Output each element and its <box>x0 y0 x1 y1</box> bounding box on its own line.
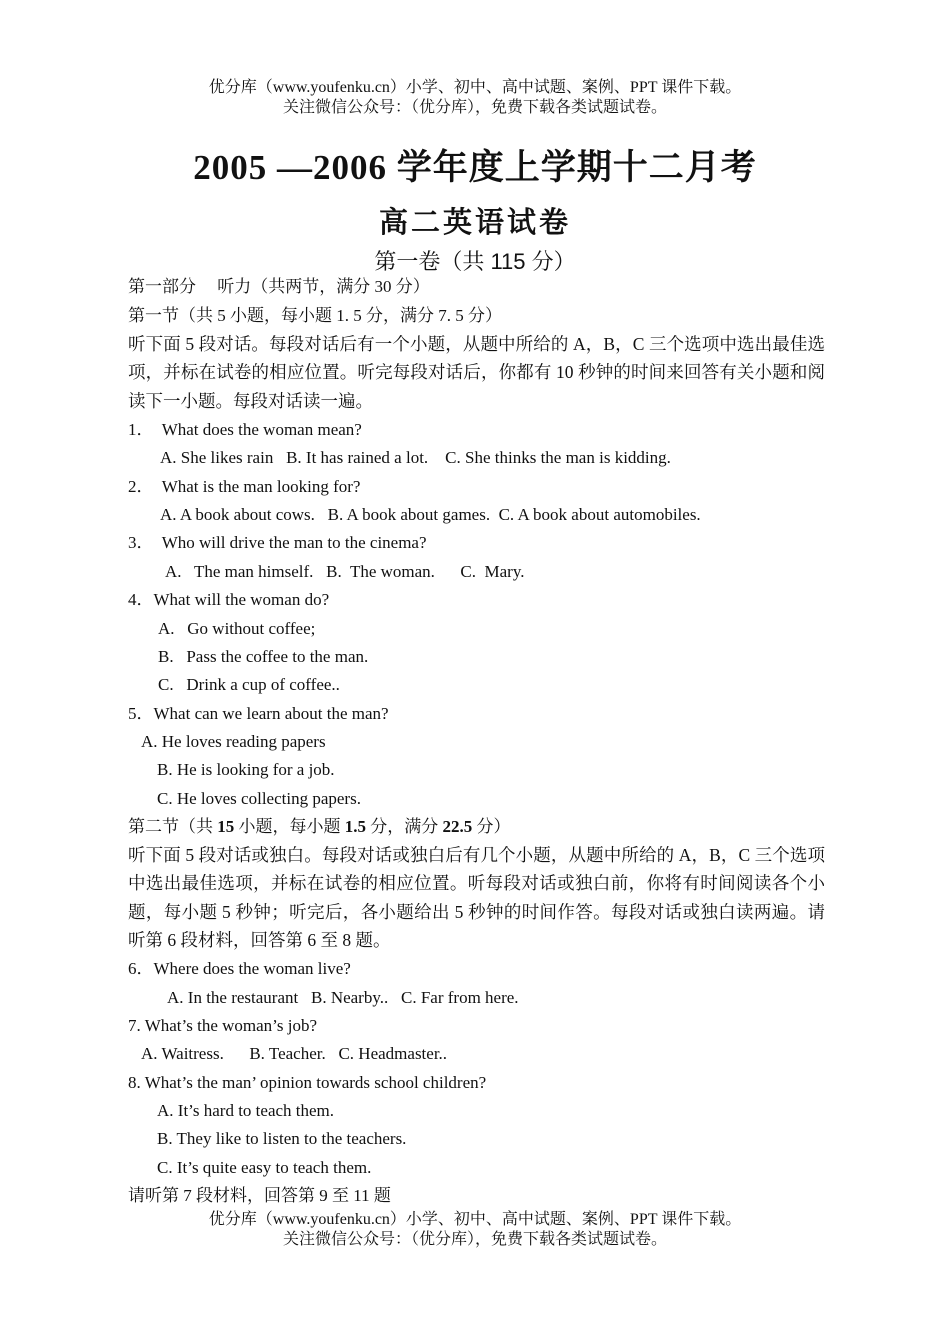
volume-heading: 第一卷（共 115 分） <box>374 249 576 274</box>
section1-heading: 第一节（共 5 小题，每小题 1. 5 分，满分 7. 5 分） <box>128 306 502 325</box>
question-4: 4．What will the woman do? <box>128 590 330 609</box>
question-4-option-b: B. Pass the coffee to the man. <box>158 647 369 666</box>
question-8: 8. What’s the man’ opinion towards school children? <box>128 1073 487 1092</box>
question-3: 3． Who will drive the man to the cinema? <box>128 533 427 552</box>
question-3-options: A. The man himself. B. The woman. C. Mary. <box>165 562 525 581</box>
question-1: 1． What does the woman mean? <box>128 420 362 439</box>
part1-heading: 第一部分 听力（共两节，满分 30 分） <box>128 277 430 296</box>
question-8-option-c: C. It’s quite easy to teach them. <box>157 1158 372 1177</box>
question-5-option-b: B. He is looking for a job. <box>157 760 335 779</box>
question-6: 6．Where does the woman live? <box>128 959 351 978</box>
question-2-options: A. A book about cows. B. A book about games. C. A book about automobiles. <box>160 505 701 524</box>
question-8-option-b: B. They like to listen to the teachers. <box>157 1129 407 1148</box>
question-8-option-a: A. It’s hard to teach them. <box>157 1101 335 1120</box>
section2-instructions: 听下面 5 段对话或独白。每段对话或独白后有几个小题，从题中所给的 A，B，C 三个选项中选出最佳选项，并标在试卷的相应位置。听每段对话或独白前，你将有时间阅读各个小题，每小题 5 秒钟；听完后，各小题给出 5 秒钟的时间作答。每段对话或独白读两遍。请听第 6 段材料，回答第 6 至 8 题。 <box>128 845 825 951</box>
footer-line-1: 优分库（www.youfenku.cn）小学、初中、高中试题、案例、PPT 课件下载。 <box>208 1211 742 1228</box>
next-material-instruction: 请听第 7 段材料，回答第 9 至 11 题 <box>128 1186 391 1205</box>
question-7: 7. What’s the woman’s job? <box>128 1016 318 1035</box>
header-line-2: 关注微信公众号：（优分库），免费下载各类试题试卷。 <box>282 99 667 116</box>
question-7-options: A. Waitress. B. Teacher. C. Headmaster.. <box>141 1044 448 1063</box>
section2-heading: 第二节（共 15 小题，每小题 1.5 分，满分 22.5 分） <box>128 817 511 836</box>
question-5: 5．What can we learn about the man? <box>128 704 389 723</box>
section1-instructions: 听下面 5 段对话。每段对话后有一个小题，从题中所给的 A，B，C 三个选项中选出最佳选项，并标在试卷的相应位置。听完每段对话后，你都有 10 秒钟的时间来回答有关小题和阅读下一小题。每段对话读一遍。 <box>128 334 825 411</box>
question-1-options: A. She likes rain B. It has rained a lot. C. She thinks the man is kidding. <box>160 448 671 467</box>
question-5-option-a: A. He loves reading papers <box>141 732 326 751</box>
question-4-option-c: C. Drink a cup of coffee.. <box>158 675 340 694</box>
exam-subtitle: 高二英语试卷 <box>378 207 571 239</box>
footer-line-2: 关注微信公众号：（优分库），免费下载各类试题试卷。 <box>282 1231 667 1248</box>
question-4-option-a: A. Go without coffee; <box>158 619 316 638</box>
header-line-1: 优分库（www.youfenku.cn）小学、初中、高中试题、案例、PPT 课件下载。 <box>208 79 742 96</box>
question-2: 2． What is the man looking for? <box>128 477 361 496</box>
exam-title: 2005 —2006 学年度上学期十二月考 <box>193 148 757 187</box>
question-6-options: A. In the restaurant B. Nearby.. C. Far from here. <box>167 988 519 1007</box>
question-5-option-c: C. He loves collecting papers. <box>157 789 361 808</box>
